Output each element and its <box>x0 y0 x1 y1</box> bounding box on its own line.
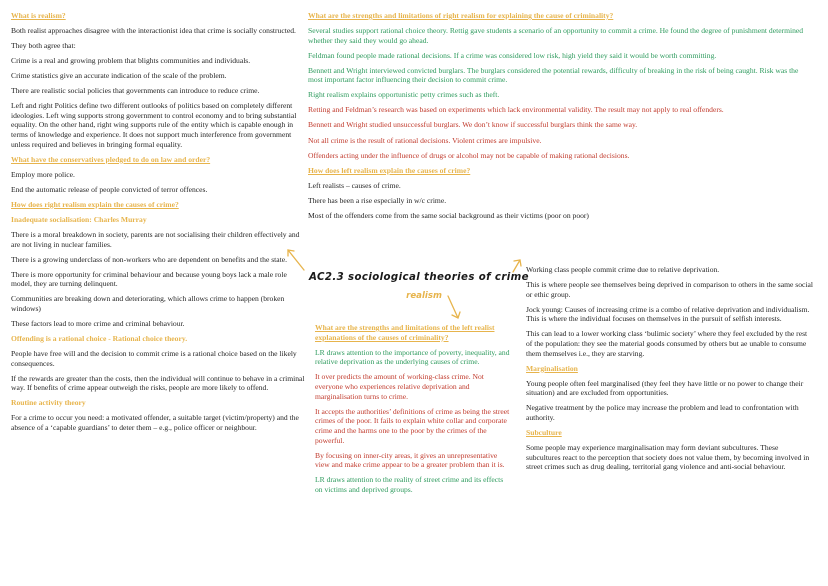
paragraph: This can lead to a lower working class ‘bulimic society’ where they feel excluded by the rest of the population: they see the material goods consumed by others but ae unable to consume them themselves i.e., they are starving. <box>526 329 808 358</box>
heading-routine-activity: Routine activity theory <box>11 398 86 408</box>
paragraph: This is where people see themselves being deprived in comparison to others in the same social or ethic group. <box>526 280 814 299</box>
heading-right-realism-evaluation: What are the strengths and limitations of right realism for explaining the cause of criminality? <box>308 11 614 20</box>
heading-rational-choice: Offending is a rational choice - Rational choice theory. <box>11 334 188 344</box>
strength-paragraph: Several studies support rational choice theory. Rettig gave students a scenario of an opportunity to commit a crime. He found the degree of punishment determined whether they said they would go ahead. <box>308 26 804 45</box>
paragraph: There is more opportunity for criminal behaviour and because young boys lack a male role model, they are turning delinquent. <box>11 269 287 289</box>
limitation-paragraph: Retting and Feldman’s research was based on experiments which lack environmental validity. The result may not apply to real offenders. <box>308 105 724 115</box>
paragraph: Left and right Politics define two different outlooks of politics based on completely different ideologies. Left wing supports strong government to control economy and to bring substantial equality. On the other hand, right wing supports rule of the entity which is capable enough in terms of knowledge and experience. It does not support much interference from government unless required and believes in bringing formal equality. <box>11 101 297 149</box>
strength-paragraph: LR draws attention to the importance of poverty, inequality, and relative deprivation as the underlying causes of crime. <box>315 347 510 367</box>
strength-paragraph: Right realism explains opportunistic petty crimes such as theft. <box>308 90 500 100</box>
heading-inadequate-socialisation: Inadequate socialisation: Charles Murray <box>11 214 147 224</box>
paragraph: If the rewards are greater than the costs, then the individual will continue to behave in a criminal way. If benefits of crime appear outweigh the risks, people are more likely to offend. <box>11 373 305 393</box>
paragraph: There is a moral breakdown in society, parents are not socialising their children effectively and are not living in nuclear families. <box>11 229 300 249</box>
heading-right-realism: How does right realism explain the causes of crime? <box>11 199 179 209</box>
limitation-paragraph: Bennett and Wright studied unsuccessful burglars. We don’t know if successful burglars think the same way. <box>308 120 638 130</box>
paragraph: Left realists – causes of crime. <box>308 180 401 190</box>
paragraph: Young people often feel marginalised (they feel they have little or no power to change their situation) and are excluded from opportunities. <box>526 378 804 398</box>
paragraph: Some people may experience marginalisation may form deviant subcultures. These subcultures react to the perception that society does not value them, by becoming involved in street crimes such as drug dealing, territorial gang violence and anti-social behaviour. <box>526 443 810 472</box>
paragraph: These factors lead to more crime and criminal behaviour. <box>11 318 185 328</box>
arrow-icon <box>448 296 460 318</box>
heading-conservatives: What have the conservatives pledged to do on law and order? <box>11 154 211 164</box>
heading-left-realism-evaluation: What are the strengths and limitations of the left realist explanations of the causes of criminality? <box>315 323 495 342</box>
paragraph: There has been a rise especially in w/c crime. <box>308 195 447 205</box>
paragraph: They both agree that: <box>11 41 76 51</box>
strength-paragraph: Feldman found people made rational decisions. If a crime was considered low risk, high yield they said it would be worth committing. <box>308 50 717 60</box>
paragraph: Negative treatment by the police may increase the problem and lead to confrontation with authority. <box>526 403 799 423</box>
limitation-paragraph: By focusing on inner-city areas, it gives an unrepresentative view and make crime appear to be a greater problem than it is. <box>315 450 505 470</box>
limitation-paragraph: Not all crime is the result of rational decisions. Violent crimes are impulsive. <box>308 135 542 145</box>
paragraph: Most of the offenders come from the same social background as their victims (poor on poor) <box>308 210 589 220</box>
limitation-paragraph: It accepts the authorities’ definitions of crime as being the street crimes of the poor. It fails to explain white collar and corporate crime and the harms one to the poor by the crimes of the powerful. <box>315 406 510 445</box>
paragraph: Both realist approaches disagree with the interactionist idea that crime is socially constructed. <box>11 26 296 36</box>
paragraph: Working class people commit crime due to relative deprivation. <box>526 265 720 274</box>
page-subtitle: realism <box>406 290 442 301</box>
paragraph: End the automatic release of people convicted of terror offences. <box>11 184 208 194</box>
strength-paragraph: Bennett and Wright interviewed convicted burglars. The burglars considered the potential rewards, difficulty of breaking in the risk of being caught. Risk was the most important factor influencing their decision to commit crime. <box>308 65 799 85</box>
paragraph: Communities are breaking down and deteriorating, which allows crime to happen (broken windows) <box>11 294 285 313</box>
paragraph: There is a growing underclass of non-workers who are dependent on benefits and the state. <box>11 254 288 264</box>
limitation-paragraph: Offenders acting under the influence of drugs or alcohol may not be capable of making rational decisions. <box>308 150 630 160</box>
heading-subculture: Subculture <box>526 428 562 438</box>
paragraph: Crime statistics give an accurate indication of the scale of the problem. <box>11 71 227 81</box>
arrow-icon <box>288 250 304 270</box>
heading-marginalisation: Marginalisation <box>526 363 578 373</box>
limitation-paragraph: It over predicts the amount of working-class crime. Not everyone who experiences relative deprivation and marginalisation turns to crime. <box>315 372 484 401</box>
page-title: AC2.3 sociological theories of crime <box>309 272 529 283</box>
paragraph: Employ more police. <box>11 169 75 179</box>
heading-left-realism: How does left realism explain the causes of crime? <box>308 165 471 175</box>
paragraph: Jock young: Causes of increasing crime is a combo of relative deprivation and individualism. This is where the individual focuses on themselves in the pursuit of selfish interests. <box>526 304 810 324</box>
paragraph: People have free will and the decision to commit crime is a rational choice based on the likely consequences. <box>11 349 297 368</box>
arrow-icon <box>513 260 521 272</box>
heading-what-is-realism: What is realism? <box>11 11 66 20</box>
paragraph: Crime is a real and growing problem that blights communities and individuals. <box>11 56 251 66</box>
paragraph: There are realistic social policies that governments can introduce to reduce crime. <box>11 86 260 96</box>
paragraph: For a crime to occur you need: a motivated offender, a suitable target (victim/property) and the absence of a ‘capable guardians’ to deter them – e.g., police officer or neighbour. <box>11 413 299 433</box>
strength-paragraph: LR draws attention to the reality of street crime and its effects on victims and deprived groups. <box>315 475 504 494</box>
